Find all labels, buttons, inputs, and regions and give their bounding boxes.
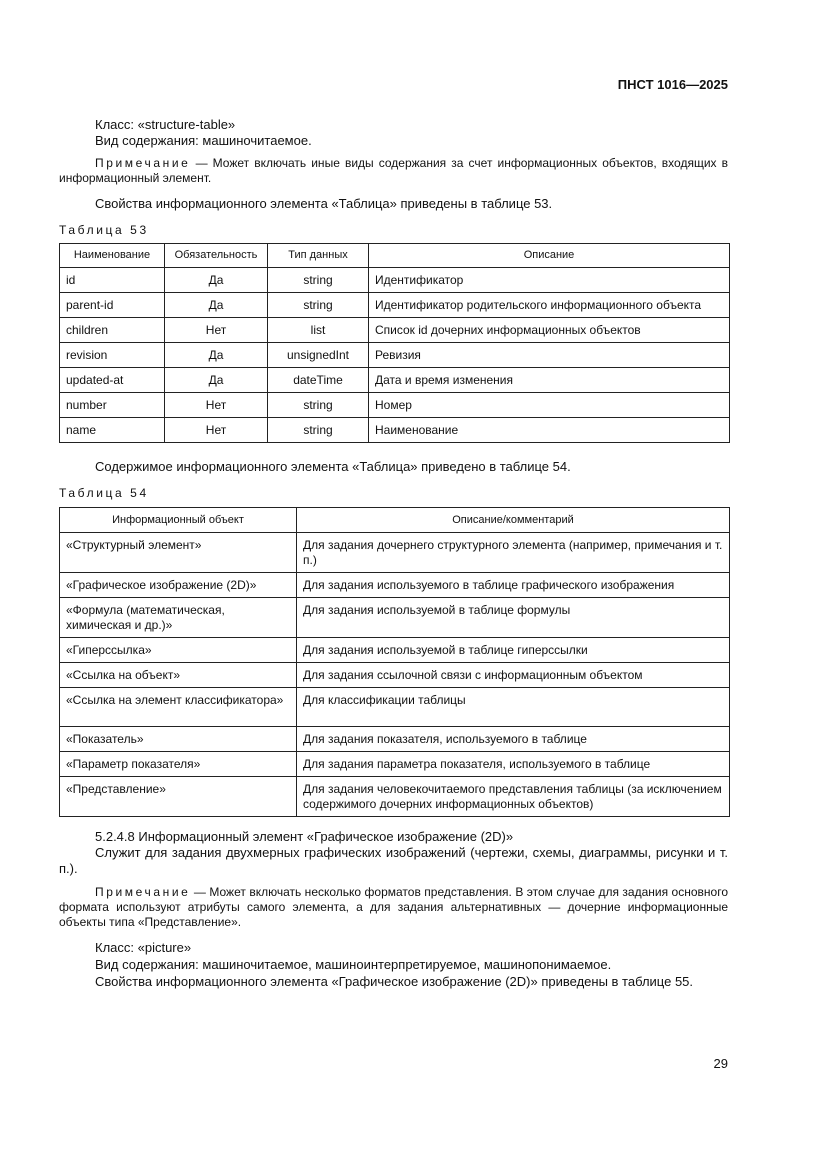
column-header: Информационный объект bbox=[60, 508, 297, 533]
note-label: Примечание bbox=[95, 156, 191, 170]
table-cell: string bbox=[268, 293, 369, 318]
section-content-type-line: Вид содержания: машиночитаемое, машиноинтерпретируемое, машинопонимаемое. bbox=[95, 957, 612, 972]
table-row bbox=[60, 688, 730, 727]
table-row bbox=[60, 343, 730, 368]
table-cell: number bbox=[60, 393, 165, 418]
table-cell: «Параметр показателя» bbox=[60, 752, 297, 777]
table-cell: list bbox=[268, 318, 369, 343]
table-row bbox=[60, 638, 730, 663]
page-number: 29 bbox=[713, 1056, 728, 1071]
table-row bbox=[60, 573, 730, 598]
table-cell: string bbox=[268, 268, 369, 293]
document-code: ПНСТ 1016—2025 bbox=[617, 77, 728, 92]
column-header: Обязательность bbox=[165, 244, 268, 268]
table-cell: children bbox=[60, 318, 165, 343]
table-row bbox=[60, 727, 730, 752]
column-header: Тип данных bbox=[268, 244, 369, 268]
table-row bbox=[60, 368, 730, 393]
table-row bbox=[60, 752, 730, 777]
table-row bbox=[60, 663, 730, 688]
table-cell: Идентификатор родительского информационного объекта bbox=[369, 293, 730, 318]
note-text: — Может включать иные виды содержания за счет информационных объектов, входящих в информационный элемент. bbox=[59, 156, 728, 185]
table-cell: Нет bbox=[165, 418, 268, 443]
table-54 bbox=[59, 507, 730, 817]
table-cell: Для задания используемой в таблице формулы bbox=[297, 598, 730, 638]
table-cell: string bbox=[268, 393, 369, 418]
table-cell: Для задания параметра показателя, используемого в таблице bbox=[297, 752, 730, 777]
table-cell: Дата и время изменения bbox=[369, 368, 730, 393]
section-note-paragraph bbox=[59, 885, 728, 930]
section-heading: 5.2.4.8 Информационный элемент «Графическое изображение (2D)» bbox=[95, 829, 514, 844]
table-cell: Нет bbox=[165, 318, 268, 343]
table-row bbox=[60, 533, 730, 573]
table-cell: Наименование bbox=[369, 418, 730, 443]
table-cell: Номер bbox=[369, 393, 730, 418]
table-cell: Идентификатор bbox=[369, 268, 730, 293]
table-row bbox=[60, 598, 730, 638]
table-row bbox=[60, 777, 730, 817]
section-class-line: Класс: «picture» bbox=[95, 940, 192, 955]
note-label: Примечание bbox=[95, 885, 191, 899]
column-header: Описание bbox=[369, 244, 730, 268]
table-row bbox=[60, 318, 730, 343]
note-text: — Может включать несколько форматов представления. В этом случае для задания основного формата используют атрибуты самого элемента, а для задания альтернативных — дочерние информационные объекты типа «Представление». bbox=[59, 885, 728, 929]
table-cell: Ревизия bbox=[369, 343, 730, 368]
class-line: Класс: «structure-table» bbox=[95, 117, 236, 132]
content-sentence: Содержимое информационного элемента «Таблица» приведено в таблице 54. bbox=[95, 459, 571, 474]
table-cell: «Формула (математическая, химическая и др.)» bbox=[60, 598, 297, 638]
table-cell: Для задания используемой в таблице гиперссылки bbox=[297, 638, 730, 663]
table-cell: Нет bbox=[165, 393, 268, 418]
table-cell: «Ссылка на объект» bbox=[60, 663, 297, 688]
table-cell: «Структурный элемент» bbox=[60, 533, 297, 573]
column-header: Наименование bbox=[60, 244, 165, 268]
table54-caption: Таблица 54 bbox=[59, 486, 149, 500]
table-cell: id bbox=[60, 268, 165, 293]
table-row bbox=[60, 293, 730, 318]
table-cell: Для классификации таблицы bbox=[297, 688, 730, 727]
table-cell: revision bbox=[60, 343, 165, 368]
table-cell: Да bbox=[165, 343, 268, 368]
table-header-row bbox=[60, 508, 730, 533]
table-row bbox=[60, 393, 730, 418]
table-cell: Для задания человекочитаемого представления таблицы (за исключением содержимого дочерних информационных объектов) bbox=[297, 777, 730, 817]
table-cell: unsignedInt bbox=[268, 343, 369, 368]
table-53 bbox=[59, 243, 730, 443]
table53-caption: Таблица 53 bbox=[59, 223, 149, 237]
column-header: Описание/комментарий bbox=[297, 508, 730, 533]
table-cell: string bbox=[268, 418, 369, 443]
note-paragraph bbox=[59, 156, 728, 186]
table-cell: Для задания ссылочной связи с информационным объектом bbox=[297, 663, 730, 688]
table-cell: updated-at bbox=[60, 368, 165, 393]
table-cell: Да bbox=[165, 368, 268, 393]
table-cell: Для задания показателя, используемого в таблице bbox=[297, 727, 730, 752]
section-purpose: Служит для задания двухмерных графических изображений (чертежи, схемы, диаграммы, рисунки и т. п.). bbox=[59, 845, 728, 876]
table-cell: «Графическое изображение (2D)» bbox=[60, 573, 297, 598]
table-cell: Да bbox=[165, 293, 268, 318]
properties-sentence: Свойства информационного элемента «Таблица» приведены в таблице 53. bbox=[95, 196, 553, 211]
table-cell: name bbox=[60, 418, 165, 443]
table-cell: «Гиперссылка» bbox=[60, 638, 297, 663]
table-cell: dateTime bbox=[268, 368, 369, 393]
table-header-row bbox=[60, 244, 730, 268]
table-cell: Для задания дочернего структурного элемента (например, примечания и т. п.) bbox=[297, 533, 730, 573]
table-cell: Для задания используемого в таблице графического изображения bbox=[297, 573, 730, 598]
table-cell: Да bbox=[165, 268, 268, 293]
content-type-line: Вид содержания: машиночитаемое. bbox=[95, 133, 312, 148]
table-row bbox=[60, 418, 730, 443]
table-cell: Список id дочерних информационных объектов bbox=[369, 318, 730, 343]
table-row bbox=[60, 268, 730, 293]
section-properties-sentence: Свойства информационного элемента «Графическое изображение (2D)» приведены в таблице 55. bbox=[95, 974, 694, 989]
table-cell: «Ссылка на элемент классификатора» bbox=[60, 688, 297, 727]
table-cell: parent-id bbox=[60, 293, 165, 318]
table-cell: «Представление» bbox=[60, 777, 297, 817]
table-cell: «Показатель» bbox=[60, 727, 297, 752]
